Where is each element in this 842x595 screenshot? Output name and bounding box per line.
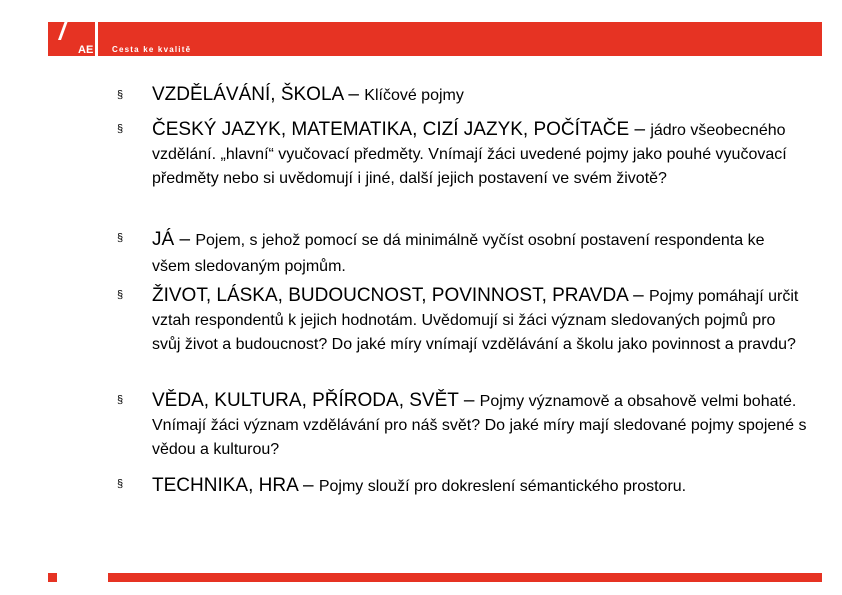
bullet-marker: § [117,232,124,244]
footer-bar [108,573,822,582]
logo-letters: AE [78,44,94,56]
item-dash: – [297,475,319,496]
item-text [152,389,807,462]
item-body: Pojmy slouží pro dokreslení sémantického prostoru. [318,478,687,495]
item-body: Pojmy významově a obsahově velmi bohaté. Vnímají žáci význam vzdělávání pro náš svět? Do jaké míry mají sledované pojmy spojené s vědou a kulturou? [152,393,807,458]
item-heading: VĚDA, KULTURA, PŘÍRODA, SVĚT [152,390,459,411]
item-text [152,284,807,357]
item-dash: – [458,390,480,411]
bullet-marker: § [117,89,124,101]
item-body: Pojem, s jehož pomocí se dá minimálně vyčíst osobní postavení respondenta ke všem sledovaným pojmům. [152,232,765,275]
item-heading: TECHNIKA, HRA [152,475,298,496]
item-heading: JÁ [152,229,175,250]
item-heading: ČESKÝ JAZYK, MATEMATIKA, CIZÍ JAZYK, POČÍTAČE [152,119,630,140]
bullet-marker: § [117,478,124,490]
item-dash: – [629,119,651,140]
item-body: Klíčové pojmy [364,87,464,104]
item-text [152,227,807,280]
item-text [152,473,807,500]
footer-square [48,573,57,582]
item-heading: ŽIVOT, LÁSKA, BUDOUCNOST, POVINNOST, PRAVDA [152,285,628,306]
item-heading: VZDĚLÁVÁNÍ, ŠKOLA [152,84,344,105]
bullet-marker: § [117,289,124,301]
bullet-marker: § [117,123,124,135]
item-dash: – [174,229,196,250]
item-text [152,84,807,107]
item-dash: – [627,285,649,306]
item-dash: – [343,84,365,105]
tagline: Cesta ke kvalitě [112,45,192,54]
item-body: Pojmy pomáhají určit vztah respondentů k jejich hodnotám. Uvědomují si žáci význam sledovaných pojmů pro svůj život a budoucnost? Do jaké míry vnímají vzdělávání a školu jako povinnost a pravdu? [152,288,799,353]
bullet-marker: § [117,394,124,406]
item-text [152,118,807,191]
item-body: jádro všeobecného vzdělání. „hlavní“ vyučovací předměty. Vnímají žáci uvedené pojmy jako pouhé vyučovací předměty nebo si uvědomují i jiné, další jejich postavení ve svém životě? [152,122,787,187]
